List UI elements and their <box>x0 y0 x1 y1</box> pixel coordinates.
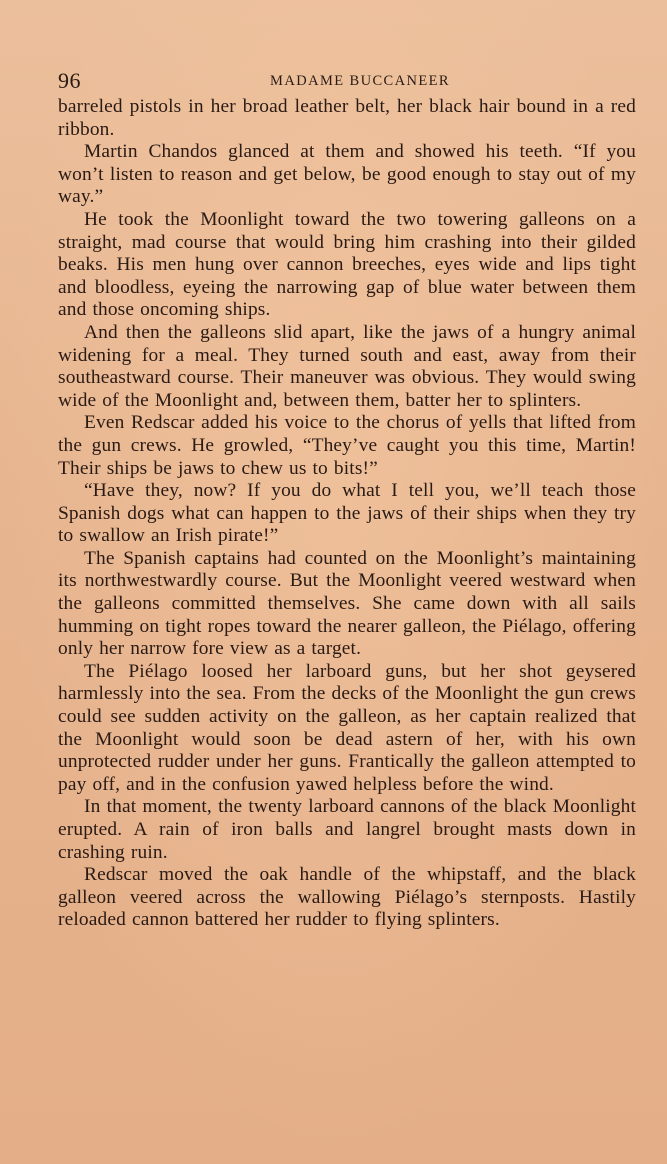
paragraph: The Piélago loosed her larboard guns, but her shot geysered harmlessly into the sea. From the decks of the Moonlight the gun crews could see sudden activity on the galleon, as her captain realized that the Moonlight would soon be dead astern of her, with his own unprotected rudder under her guns. Frantically the galleon attempted to pay off, and in the confusion yawed helpless before the wind. <box>58 660 636 795</box>
paragraph: Redscar moved the oak handle of the whipstaff, and the black galleon veered across the wallowing Piélago’s sternposts. Hastily reloaded cannon battered her rudder to flying splinters. <box>58 864 636 931</box>
paragraph: Even Redscar added his voice to the chorus of yells that lifted from the gun crews. He growled, “They’ve caught you this time, Martin! Their ships be jaws to chew us to bits!” <box>58 412 636 479</box>
page-number: 96 <box>58 68 81 93</box>
running-title: MADAME BUCCANEER <box>270 73 450 89</box>
paragraph: Martin Chandos glanced at them and showed his teeth. “If you won’t listen to reason and get below, be good enough to stay out of my way.” <box>58 141 636 208</box>
paragraph: And then the galleons slid apart, like the jaws of a hungry animal widening for a meal. They turned south and east, away from their southeastward course. Their maneuver was obvious. They would swing wide of the Moonlight and, between them, batter her to splinters. <box>58 321 636 411</box>
page-header <box>58 66 636 96</box>
paragraph: “Have they, now? If you do what I tell you, we’ll teach those Spanish dogs what can happen to the jaws of their ships when they try to swallow an Irish pirate!” <box>58 480 636 547</box>
paragraph: barreled pistols in her broad leather belt, her black hair bound in a red ribbon. <box>58 96 636 140</box>
paragraph: In that moment, the twenty larboard cannons of the black Moonlight erupted. A rain of iron balls and langrel brought masts down in crashing ruin. <box>58 796 636 863</box>
paragraph: He took the Moonlight toward the two towering galleons on a straight, mad course that would bring him crashing into their gilded beaks. His men hung over cannon breeches, eyes wide and lips tight and bloodless, eyeing the narrowing gap of blue water between them and those oncoming ships. <box>58 208 636 321</box>
paragraph: The Spanish captains had counted on the Moonlight’s maintaining its northwestwardly course. But the Moonlight veered westward when the galleons committed themselves. She came down with all sails humming on tight ropes toward the nearer galleon, the Piélago, offering only her narrow fore view as a target. <box>58 547 636 660</box>
body-text <box>58 96 636 932</box>
